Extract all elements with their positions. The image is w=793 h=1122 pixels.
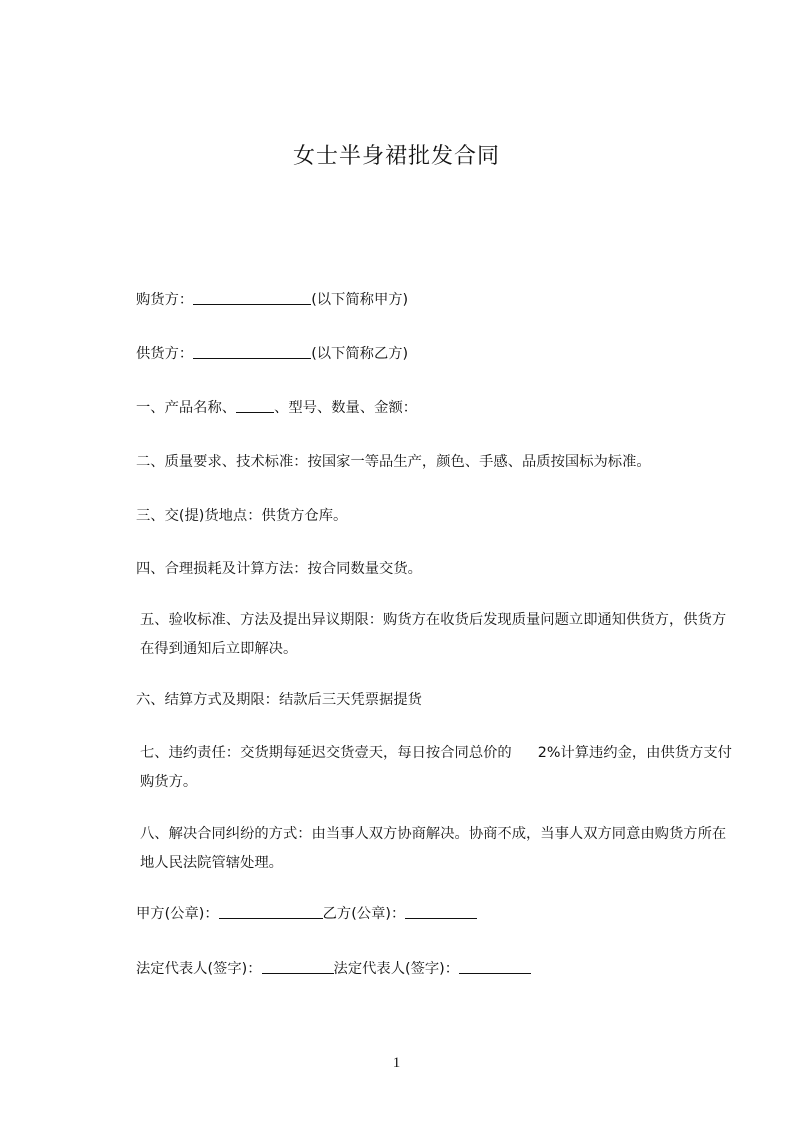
supplier-blank[interactable] [193,344,311,359]
clause-7-text: 七、违约责任：交货期每延迟交货壹天，每日按合同总价的 [140,745,512,761]
page-number: 1 [392,1055,401,1071]
party-a-seal-blank[interactable] [219,904,323,919]
buyer-label: 购货方： [136,292,194,308]
clause-7-rest: 2%计算违约金，由供货方支付购货方。 [140,745,732,790]
buyer-note: (以下简称甲方) [311,292,409,308]
clause-3: 三、交(提)货地点：供货方仓库。 [136,508,348,524]
party-b-seal-blank[interactable] [405,904,477,919]
clause-1-rest: 、型号、数量、金额： [274,400,418,416]
clause-7 [106,739,740,797]
party-b-rep-blank[interactable] [459,959,531,974]
representative-line [106,959,736,979]
product-name-blank[interactable] [236,398,274,413]
clause-8: 八、解决合同纠纷的方式：由当事人双方协商解决。协商不成，当事人双方同意由购货方所在地人民法院管辖处理。 [140,826,727,871]
supplier-line [106,344,736,364]
buyer-line [106,290,736,310]
clause-5: 五、验收标准、方法及提出异议期限：购货方在收货后发现质量问题立即通知供货方，供货方在得到通知后立即解决。 [140,612,727,657]
party-b-rep-label: 法定代表人(签字)： [333,961,460,977]
supplier-note: (以下简称乙方) [311,346,409,362]
clause-1 [106,398,736,418]
clause-2: 二、质量要求、技术标准：按国家一等品生产，颜色、手感、品质按国标为标准。 [136,454,651,470]
party-a-seal-label: 甲方(公章)： [136,906,219,922]
buyer-blank[interactable] [193,290,311,305]
clause-6: 六、结算方式及期限：结款后三天凭票据提货 [136,692,422,708]
party-a-rep-label: 法定代表人(签字)： [136,961,262,977]
clause-4: 四、合理损耗及计算方法：按合同数量交货。 [136,561,422,577]
party-b-seal-label: 乙方(公章)： [322,906,406,922]
supplier-label: 供货方： [136,346,194,362]
document-title: 女士半身裙批发合同 [292,144,500,169]
party-a-rep-blank[interactable] [262,959,334,974]
seal-line [106,904,736,924]
clause-1-text: 一、产品名称、 [136,400,237,416]
